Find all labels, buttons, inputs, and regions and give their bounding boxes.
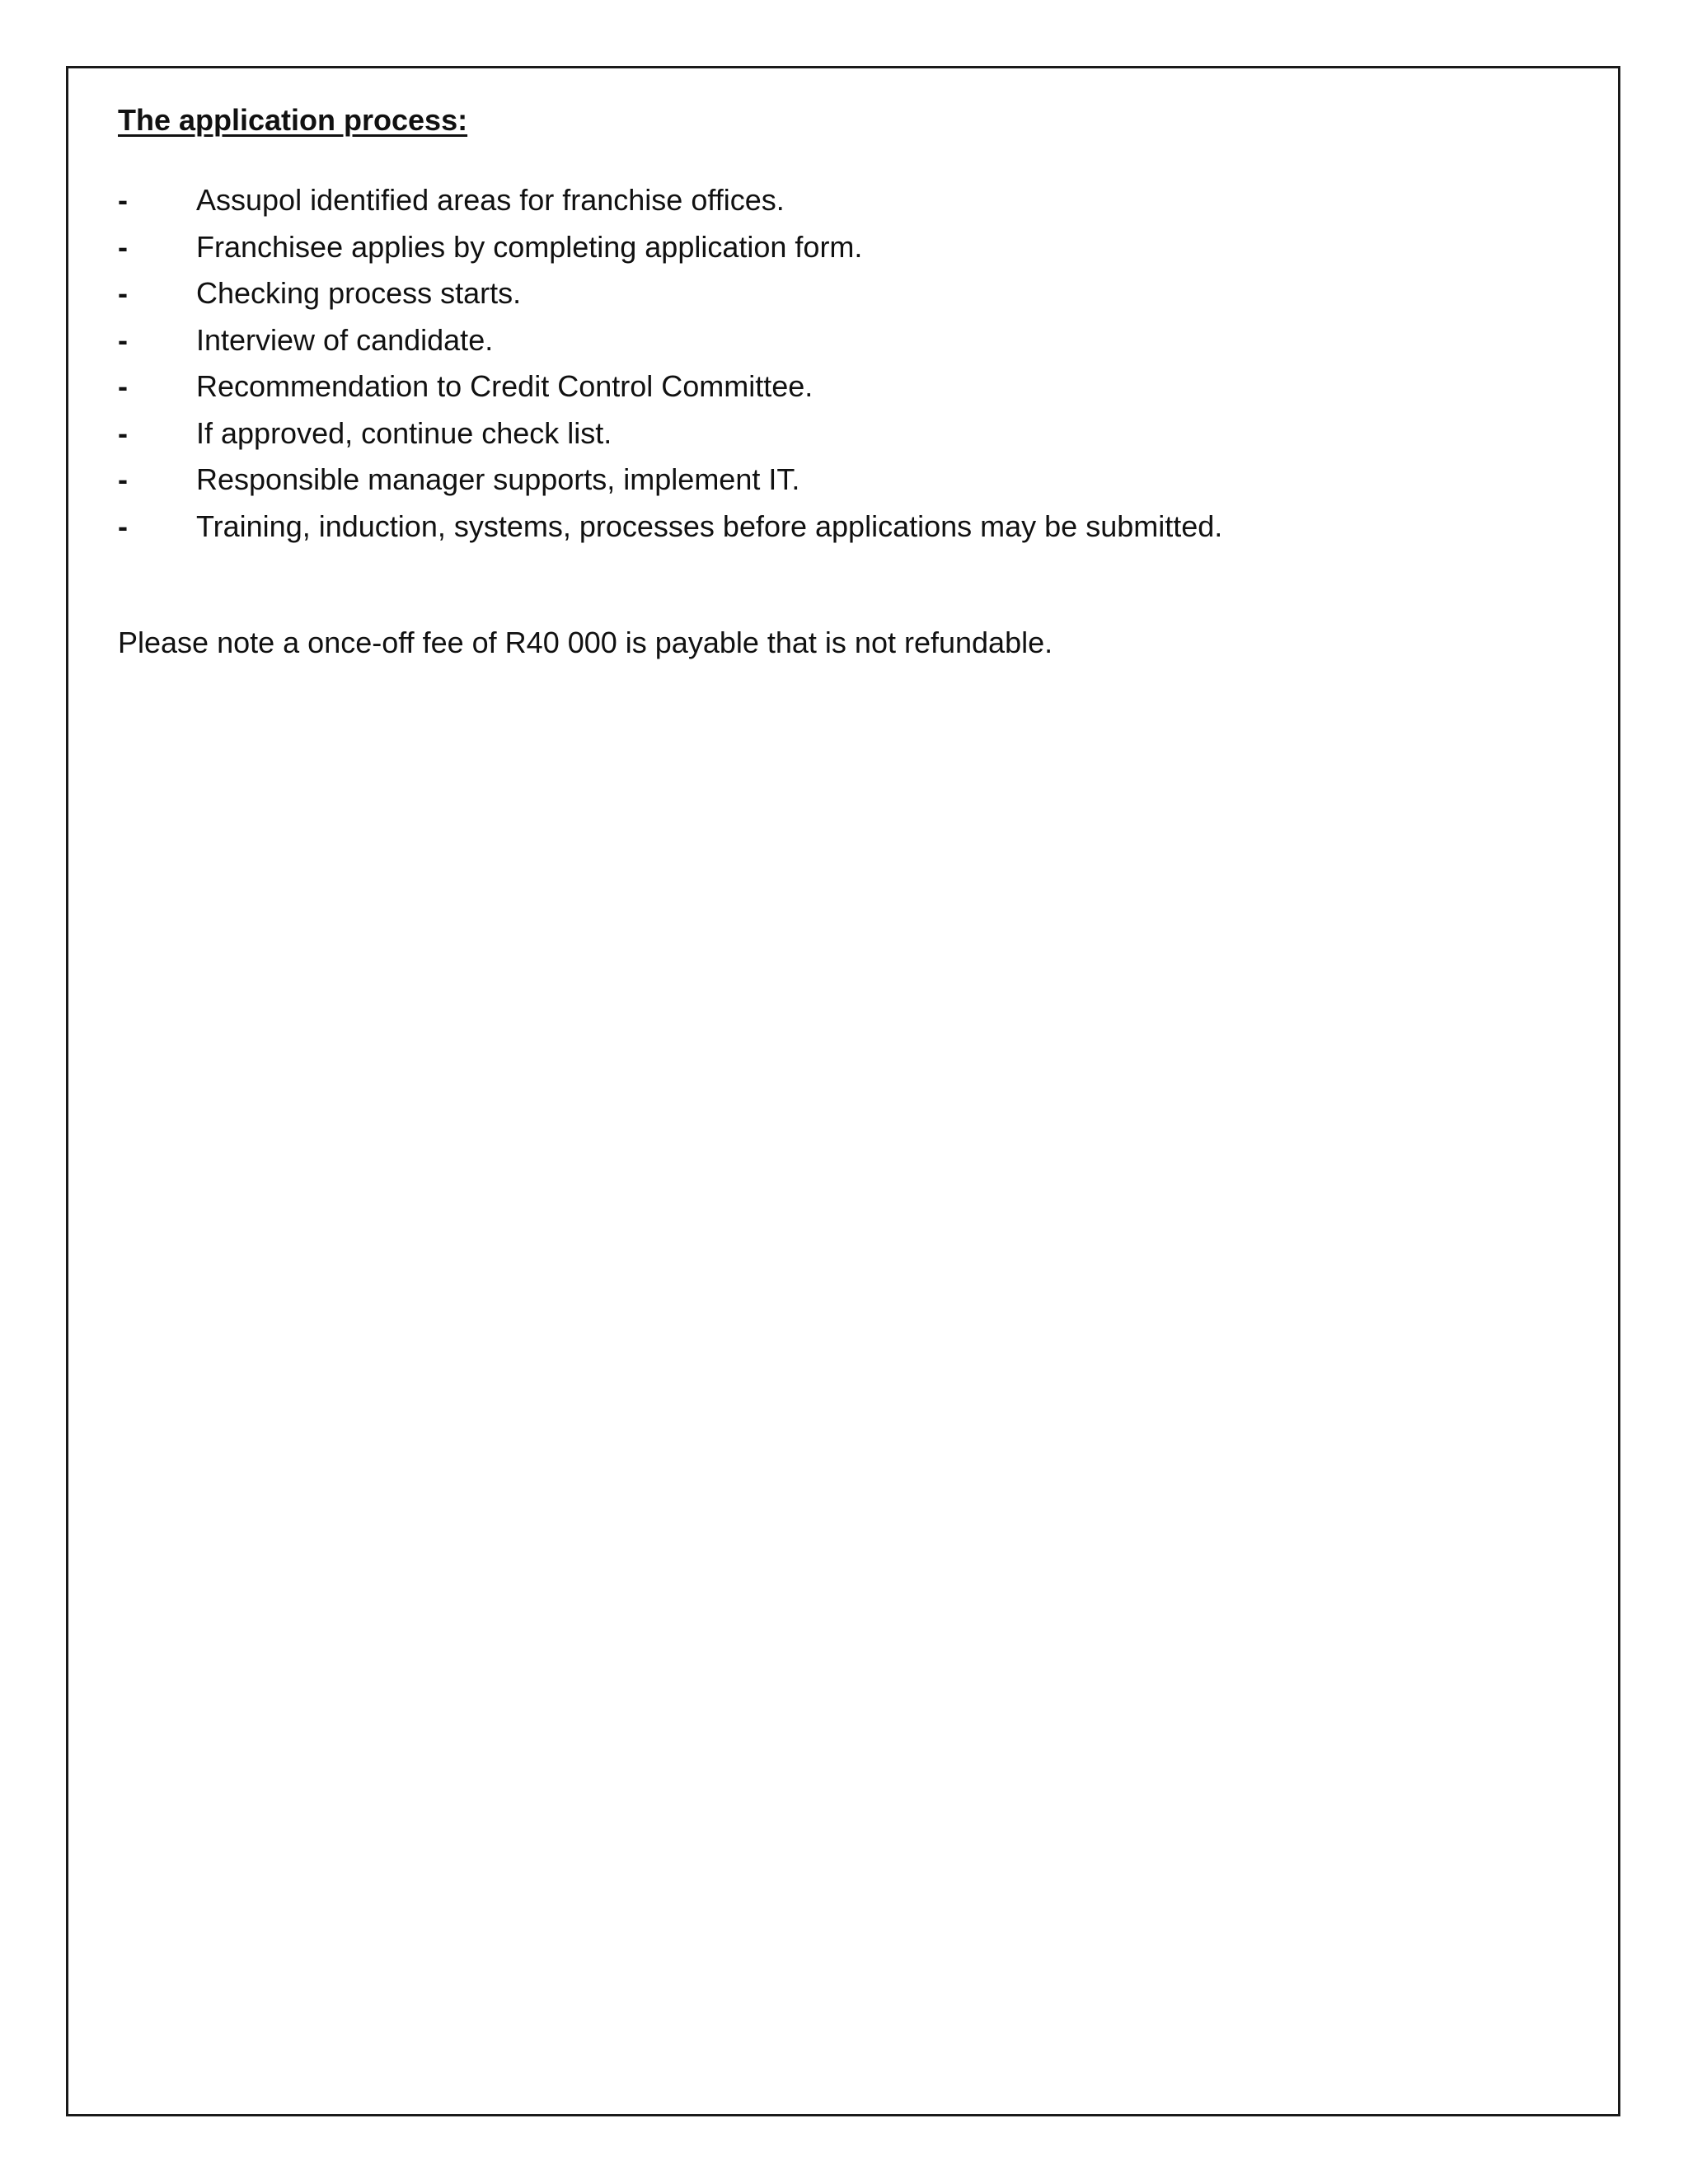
list-item [118,317,1568,364]
bullet-dash: - [118,462,128,496]
step-text: Checking process starts. [196,276,522,310]
bullet-dash: - [118,276,128,310]
step-text: Franchisee applies by completing application form. [196,229,863,264]
step-text: Training, induction, systems, processes before applications may be submitted. [196,509,1223,543]
bullet-dash: - [118,183,128,217]
step-text: Recommendation to Credit Control Committee. [196,369,814,403]
list-item [118,410,1568,457]
list-item [118,363,1568,410]
list-item [118,270,1568,317]
step-text: Responsible manager supports, implement IT. [196,462,800,496]
list-item [118,504,1568,551]
section-heading: The application process: [118,103,468,137]
page-border [66,66,1620,2116]
step-text: Interview of candidate. [196,322,494,357]
bullet-dash: - [118,415,128,450]
list-item [118,224,1568,271]
bullet-dash: - [118,509,128,543]
bullet-dash: - [118,369,128,403]
bullet-dash: - [118,322,128,357]
document-content [118,100,1568,663]
application-steps-list [118,177,1568,550]
list-item [118,457,1568,504]
step-text: If approved, continue check list. [196,415,612,450]
list-item [118,177,1568,224]
step-text: Assupol identified areas for franchise offices. [196,183,785,217]
bullet-dash: - [118,229,128,264]
fee-note: Please note a once-off fee of R40 000 is payable that is not refundable. [118,626,1053,659]
